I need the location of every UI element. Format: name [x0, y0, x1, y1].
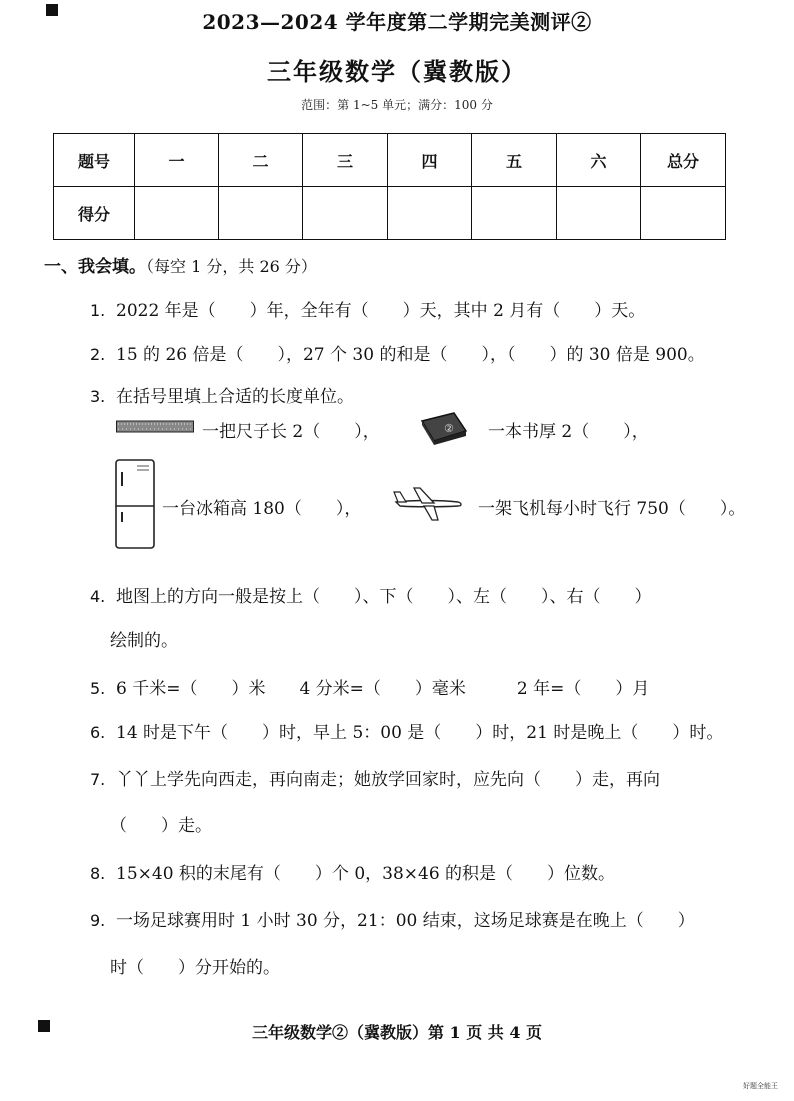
- question-9: [90, 906, 695, 931]
- score-header-cell: 五: [472, 134, 557, 187]
- airplane-icon: [392, 484, 464, 524]
- q3-book-text: 一本书厚 2（ ），: [488, 422, 649, 442]
- question-1: [90, 296, 645, 321]
- question-7: [90, 765, 660, 790]
- fridge-icon: [113, 458, 157, 550]
- score-header-cell: 二: [219, 134, 303, 187]
- exam-subtitle: 三年级数学（冀教版）: [267, 57, 527, 86]
- question-number: 7.: [90, 770, 106, 789]
- q3-fridge-text: 一台冰箱高 180（ ），: [162, 499, 362, 519]
- question-number: 9.: [90, 911, 106, 930]
- book-cover-glyph: ②: [444, 422, 454, 435]
- score-table-score-row: [54, 187, 726, 240]
- score-entry-cell[interactable]: [641, 187, 726, 240]
- score-table-header-row: [54, 134, 726, 187]
- score-header-cell: 六: [557, 134, 641, 187]
- score-header-cell: 三: [303, 134, 388, 187]
- score-header-cell: 总分: [641, 134, 726, 187]
- watermark-logo: 好题全能王: [743, 1082, 778, 1090]
- question-5: [90, 674, 649, 699]
- question-text: 14 时是下午（ ）时，早上 5：00 是（ ）时，21 时是晚上（ ）时。: [116, 723, 724, 743]
- exam-title: 2023—2024 学年度第二学期完美测评②: [202, 10, 592, 34]
- score-entry-cell[interactable]: [303, 187, 388, 240]
- score-header-cell: 四: [388, 134, 472, 187]
- exam-range: 范围：第 1~5 单元；满分：100 分: [301, 98, 493, 112]
- score-entry-cell[interactable]: [135, 187, 219, 240]
- question-3: [90, 382, 354, 407]
- q3-plane-text: 一架飞机每小时飞行 750（ ）。: [478, 499, 746, 519]
- question-4: [90, 582, 652, 607]
- question-7-continuation: （ ）走。: [110, 816, 212, 836]
- question-text: 15 的 26 倍是（ ），27 个 30 的和是（ ），（ ）的 30 倍是 900。: [116, 345, 705, 365]
- question-text: 2022 年是（ ）年，全年有（ ）天，其中 2 月有（ ）天。: [116, 301, 646, 321]
- question-text: 6 千米=（ ）米 4 分米=（ ）毫米 2 年=（ ）月: [116, 679, 650, 699]
- score-entry-cell[interactable]: [219, 187, 303, 240]
- question-text: 15×40 积的末尾有（ ）个 0，38×46 的积是（ ）位数。: [116, 864, 616, 884]
- section-1-heading: [44, 252, 317, 277]
- question-number: 6.: [90, 723, 106, 742]
- book-icon: [418, 411, 470, 445]
- question-4-continuation: 绘制的。: [110, 631, 178, 651]
- score-row-label: 得分: [54, 187, 135, 240]
- question-number: 2.: [90, 345, 106, 364]
- section-1-title: 一、我会填。: [44, 257, 146, 277]
- question-number: 1.: [90, 301, 106, 320]
- score-entry-cell[interactable]: [472, 187, 557, 240]
- page-footer: 三年级数学②（冀教版）第 1 页 共 4 页: [251, 1023, 543, 1042]
- question-text: 在括号里填上合适的长度单位。: [116, 387, 354, 407]
- ruler-icon: [116, 419, 194, 435]
- question-number: 3.: [90, 387, 106, 406]
- q3-ruler-text: 一把尺子长 2（ ），: [202, 422, 380, 442]
- question-6: [90, 718, 723, 743]
- question-text: 一场足球赛用时 1 小时 30 分，21：00 结束，这场足球赛是在晚上（ ）: [116, 911, 695, 931]
- question-9-continuation: 时（ ）分开始的。: [110, 958, 280, 978]
- question-8: [90, 859, 615, 884]
- question-2: [90, 340, 705, 365]
- question-number: 5.: [90, 679, 106, 698]
- score-table: [53, 133, 726, 240]
- score-entry-cell[interactable]: [557, 187, 641, 240]
- question-number: 8.: [90, 864, 106, 883]
- section-1-note: （每空 1 分，共 26 分）: [146, 257, 317, 276]
- question-text: 地图上的方向一般是按上（ ）、下（ ）、左（ ）、右（ ）: [116, 587, 652, 607]
- question-number: 4.: [90, 587, 106, 606]
- score-header-cell: 一: [135, 134, 219, 187]
- score-header-cell: 题号: [54, 134, 135, 187]
- question-text: 丫丫上学先向西走，再向南走；她放学回家时，应先向（ ）走，再向: [116, 770, 660, 790]
- score-entry-cell[interactable]: [388, 187, 472, 240]
